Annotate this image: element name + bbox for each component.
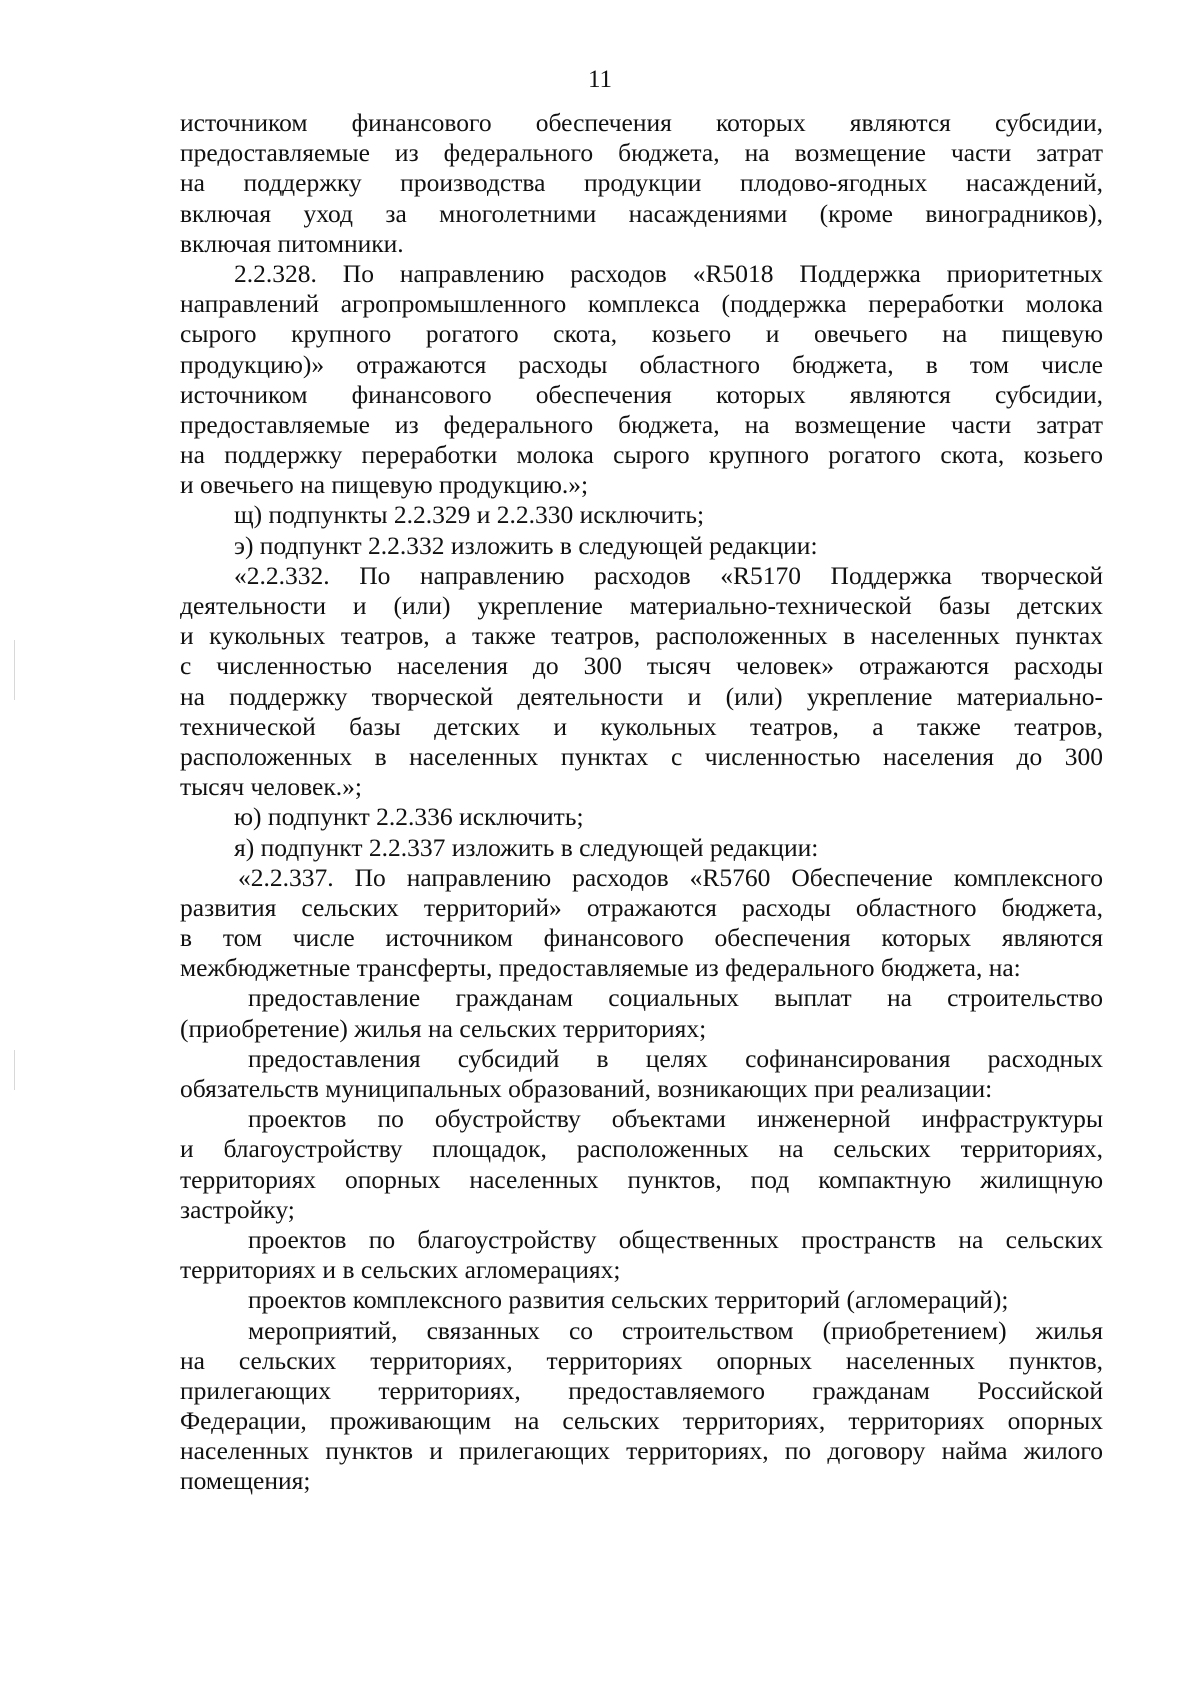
text-line: с численностью населения до 300 тысяч человек» отражаются расходы [180, 651, 1103, 681]
text-line: проектов по обустройству объектами инженерной инфраструктуры [248, 1104, 1103, 1134]
text-line: сырого крупного рогатого скота, козьего и овечьего на пищевую [180, 319, 1103, 349]
text-line: и благоустройству площадок, расположенных на сельских территориях, [180, 1134, 1103, 1164]
text-line: щ) подпункты 2.2.329 и 2.2.330 исключить; [234, 500, 705, 530]
text-line: межбюджетные трансферты, предоставляемые из федерального бюджета, на: [180, 953, 1021, 983]
text-line: я) подпункт 2.2.337 изложить в следующей редакции: [234, 832, 819, 862]
scan-margin-mark [14, 1050, 15, 1090]
document-body [180, 108, 1103, 1497]
text-line: на поддержку переработки молока сырого крупного рогатого скота, козьего [180, 440, 1103, 470]
text-line: прилегающих территориях, предоставляемого гражданам Российской [180, 1375, 1103, 1405]
text-line: 2.2.328. По направлению расходов «R5018 Поддержка приоритетных [234, 258, 1103, 288]
page-number: 11 [587, 66, 613, 93]
text-line: обязательств муниципальных образований, возникающих при реализации: [180, 1074, 993, 1103]
text-line: на поддержку творческой деятельности и (или) укрепление материально- [180, 681, 1103, 711]
text-line: включая уход за многолетними насаждениями (кроме виноградников), [180, 198, 1103, 228]
text-line: мероприятий, связанных со строительством (приобретением) жилья [248, 1315, 1103, 1345]
text-line: источником финансового обеспечения которых являются субсидии, [180, 108, 1103, 137]
text-line: населенных пунктов и прилегающих территориях, по договору найма жилого [180, 1436, 1103, 1466]
text-line: территориях опорных населенных пунктов, под компактную жилищную [180, 1164, 1103, 1194]
text-line: технической базы детских и кукольных театров, а также театров, [180, 711, 1103, 741]
text-line: территориях и в сельских агломерациях; [180, 1255, 621, 1285]
text-line: помещения; [180, 1466, 311, 1496]
text-line: деятельности и (или) укрепление материально-технической базы детских [180, 591, 1103, 620]
text-line: предоставления субсидий в целях софинансирования расходных [248, 1043, 1103, 1073]
text-line: в том числе источником финансового обеспечения которых являются [180, 923, 1103, 953]
text-line: проектов комплексного развития сельских территорий (агломераций); [248, 1285, 1009, 1315]
text-line: тысяч человек.»; [180, 772, 362, 802]
text-line: проектов по благоустройству общественных пространств на сельских [248, 1224, 1103, 1254]
text-line: ю) подпункт 2.2.336 исключить; [234, 802, 584, 832]
text-line: «2.2.337. По направлению расходов «R5760 Обеспечение комплексного [238, 862, 1103, 892]
text-line: застройку; [180, 1194, 295, 1224]
text-line: продукцию)» отражаются расходы областного бюджета, в том числе [180, 349, 1103, 379]
text-line: предоставляемые из федерального бюджета, на возмещение части затрат [180, 138, 1103, 168]
text-line: э) подпункт 2.2.332 изложить в следующей редакции: [234, 530, 818, 560]
text-line: предоставление гражданам социальных выплат на строительство [248, 983, 1103, 1013]
text-line: предоставляемые из федерального бюджета, на возмещение части затрат [180, 409, 1103, 439]
text-line: Федерации, проживающим на сельских территориях, территориях опорных [180, 1406, 1103, 1436]
text-line: и овечьего на пищевую продукцию.»; [180, 470, 589, 500]
text-line: направлений агропромышленного комплекса (поддержка переработки молока [180, 289, 1103, 319]
scan-margin-mark [14, 640, 15, 700]
text-line: на поддержку производства продукции плодово-ягодных насаждений, [180, 168, 1103, 198]
text-line: (приобретение) жилья на сельских территориях; [180, 1013, 707, 1043]
text-line: включая питомники. [180, 228, 404, 258]
text-line: расположенных в населенных пунктах с численностью населения до 300 [180, 741, 1103, 771]
text-line: и кукольных театров, а также театров, расположенных в населенных пунктах [180, 621, 1103, 651]
text-line: развития сельских территорий» отражаются расходы областного бюджета, [180, 892, 1103, 922]
text-line: источником финансового обеспечения которых являются субсидии, [180, 379, 1103, 409]
text-line: «2.2.332. По направлению расходов «R5170 Поддержка творческой [234, 560, 1103, 590]
text-line: на сельских территориях, территориях опорных населенных пунктов, [180, 1345, 1103, 1375]
